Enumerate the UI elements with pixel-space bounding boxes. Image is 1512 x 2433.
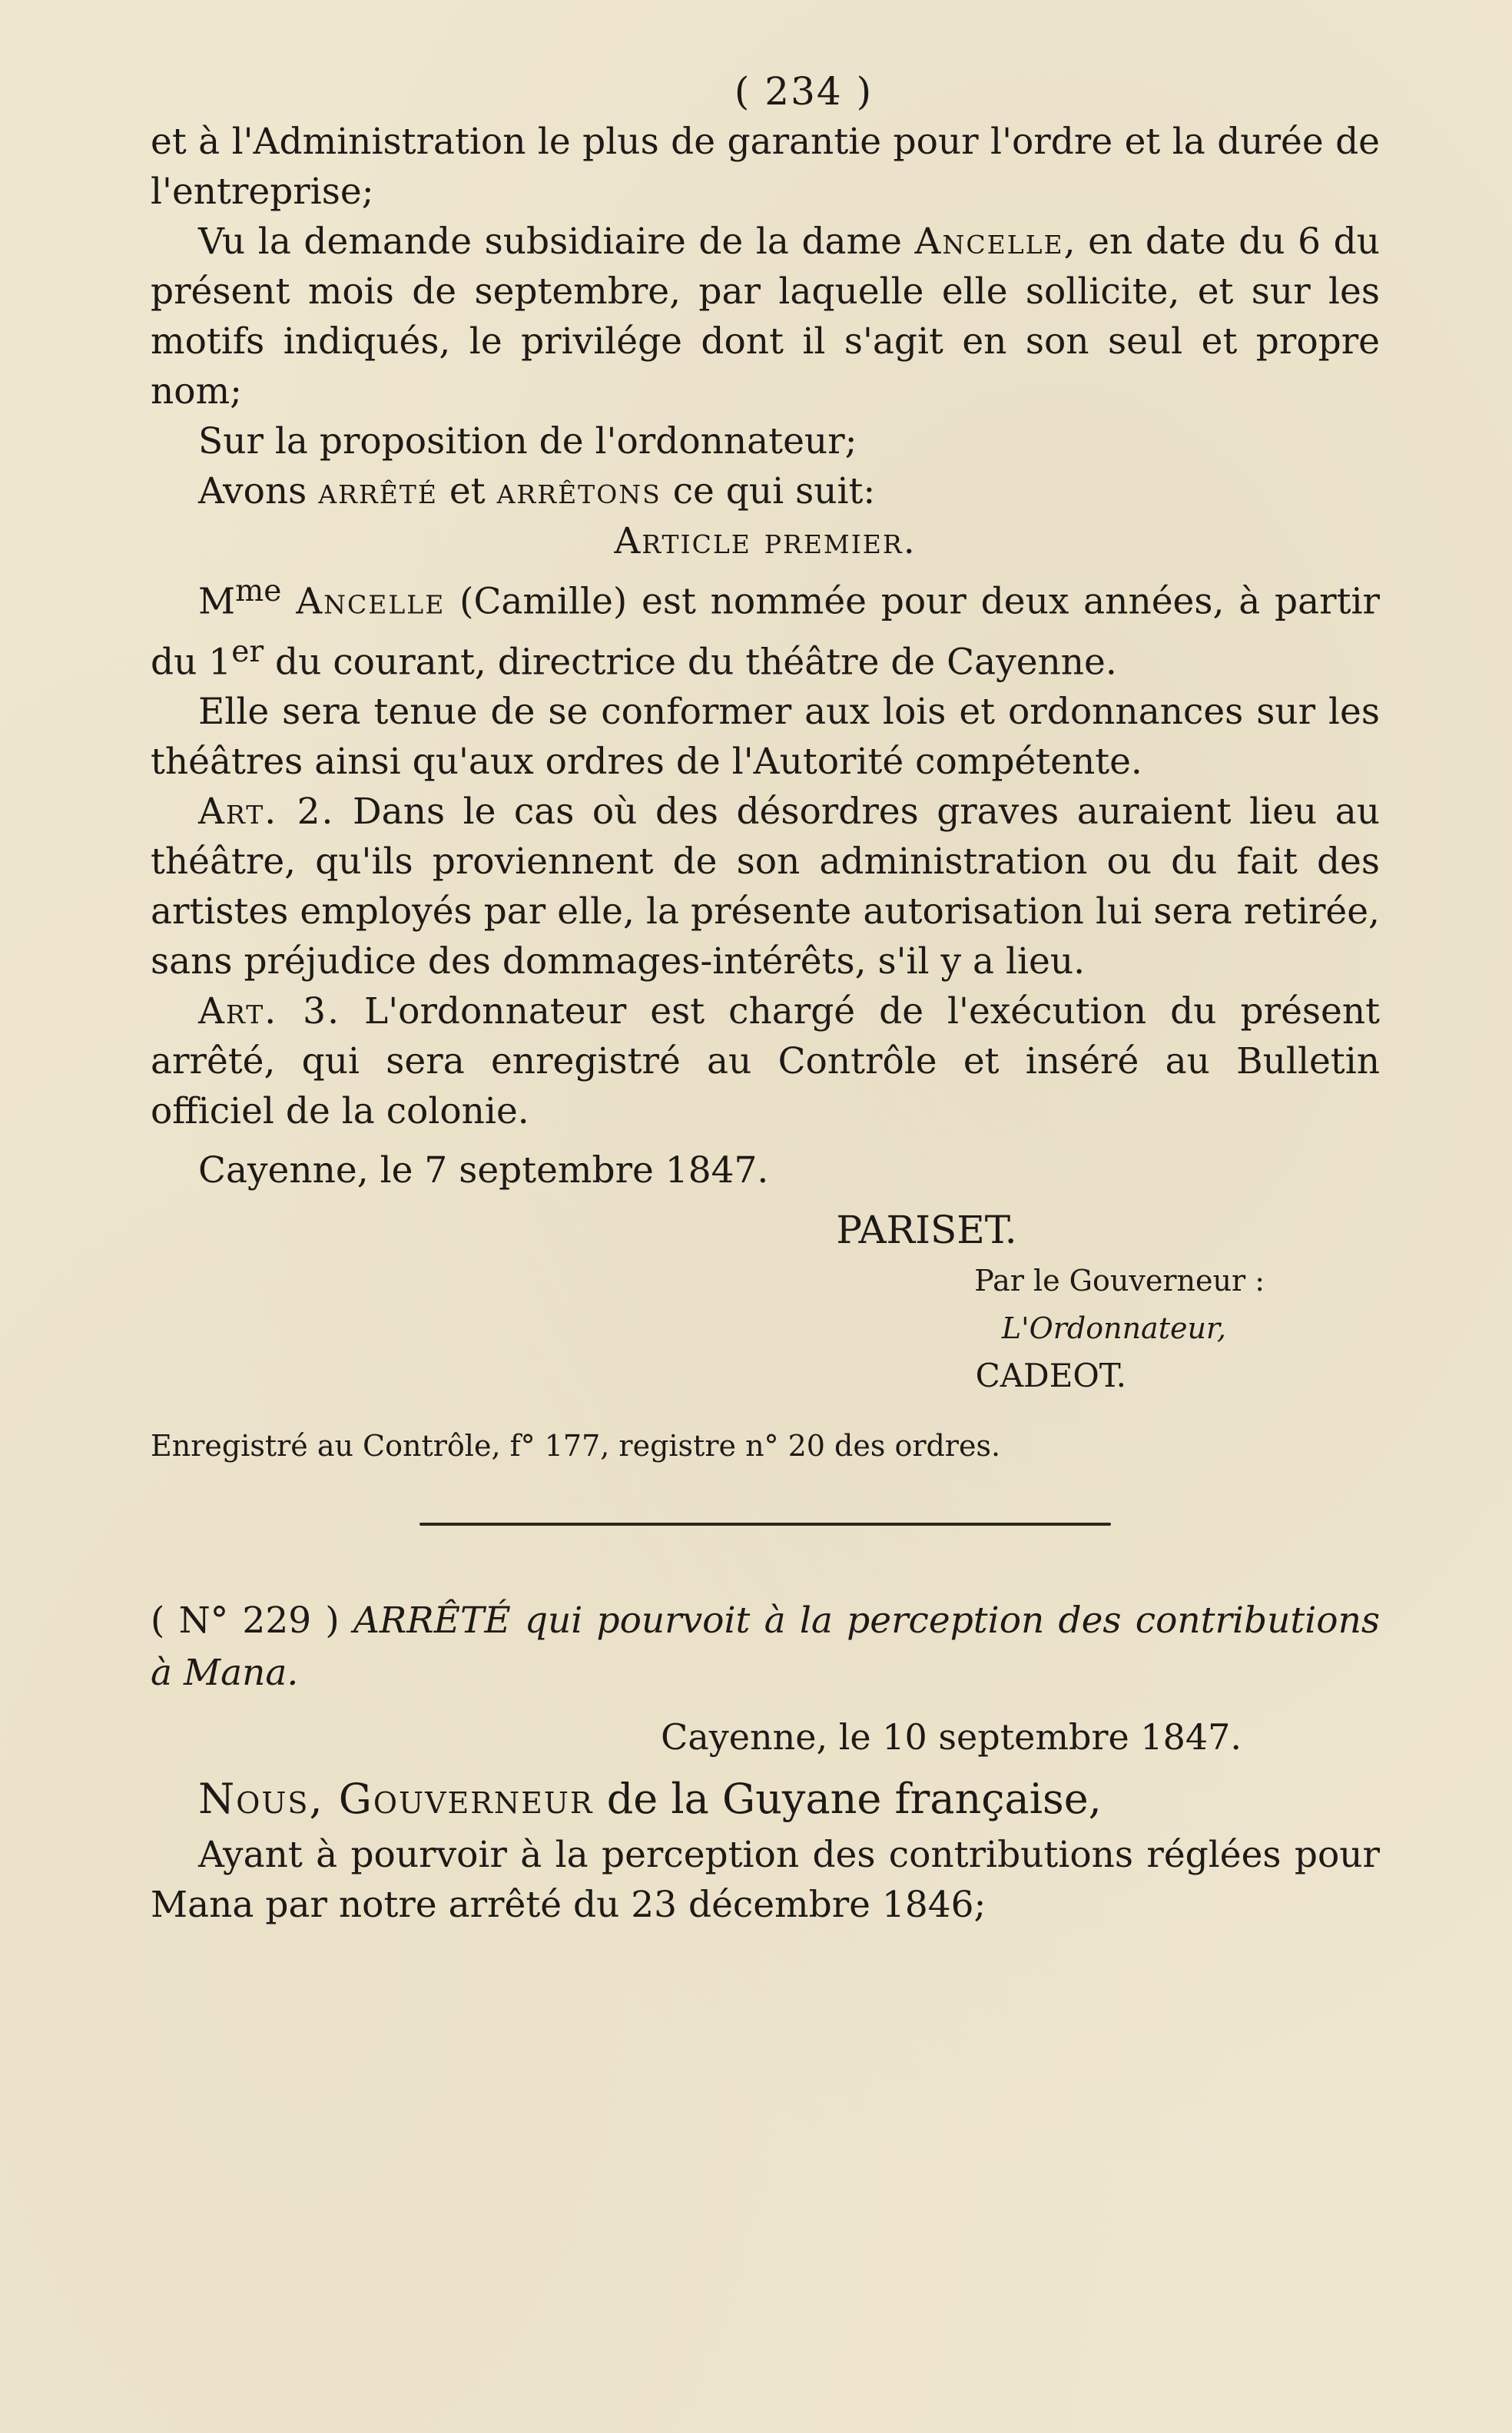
paragraph-avons [151, 466, 1380, 516]
article-3-label: Art. 3. [198, 990, 341, 1033]
text-avons: Avons [198, 470, 307, 512]
text-suit: ce qui suit: [672, 470, 876, 512]
article-title: Article premier. [614, 520, 917, 562]
article-3-text: L'ordonnateur est chargé de l'exécution du présent arrêté, qui sera enregistré au Contrôle et inséré au Bulletin officiel de la colonie. [151, 990, 1380, 1133]
paragraph-nous [151, 1768, 1380, 1830]
l-ordonnateur: L'Ordonnateur, [1001, 1311, 1226, 1346]
paragraph-demande [151, 217, 1380, 416]
signature-cadeot: CADEOT. [975, 1357, 1126, 1395]
text-fragment: du courant, directrice du théâtre de Cayenne. [264, 641, 1117, 684]
text-m: M [198, 580, 236, 623]
paragraph-tenue: Elle sera tenue de se conformer aux lois et ordonnances sur les théâtres ainsi qu'aux ordres de l'Autorité compétente. [151, 691, 1380, 784]
nous-gouverneur: Nous, Gouverneur [198, 1775, 594, 1824]
article-1 [151, 566, 1380, 687]
page-number: ( 234 ) [734, 69, 874, 114]
text-fragment: (Camille) est nommée pour deux années, à partir du 1 [151, 580, 1380, 684]
paragraph-continuation: et à l'Administration le plus de garantie pour l'ordre et la durée de l'entreprise; [151, 121, 1380, 213]
signature-pariset: PARISET. [836, 1208, 1017, 1253]
name-ancelle-2: Ancelle [296, 580, 446, 623]
article-3 [151, 986, 1380, 1136]
text-sup-me: me [235, 574, 282, 608]
article-2 [151, 787, 1380, 986]
arrete-heading [151, 1595, 1380, 1699]
section-divider [419, 1523, 1111, 1526]
paragraph-proposition: Sur la proposition de l'ordonnateur; [198, 420, 857, 462]
arrete-number: ( N° 229 ) [151, 1599, 340, 1642]
paragraph-ayant: Ayant à pourvoir à la perception des contributions réglées pour Mana par notre arrêté du 23 décembre 1846; [151, 1834, 1380, 1927]
article-2-text: Dans le cas où des désordres graves auraient lieu au théâtre, qu'ils proviennent de son administration ou du fait des artistes employés par elle, la présente autorisation lui sera retirée, sans préjudice des dommages-intérêts, s'il y a lieu. [151, 791, 1380, 983]
text-arrete: arrêté [318, 470, 438, 512]
text-sup-er: er [231, 634, 264, 669]
text-arretons: arrêtons [496, 470, 662, 512]
name-ancelle: Ancelle [914, 220, 1064, 263]
text-fragment: , en date du 6 du présent mois de septembre, par laquelle elle sollicite, et sur les motifs indiqués, le privilége dont il s'agit en son seul et propre nom; [151, 220, 1380, 413]
document-page [151, 69, 1380, 1930]
text-et: et [449, 470, 486, 512]
arrete-title: ARRÊTÉ qui pourvoit à la perception des contributions à Mana. [151, 1599, 1380, 1695]
date-signature-1: Cayenne, le 7 septembre 1847. [198, 1149, 769, 1192]
enregistre-note: Enregistré au Contrôle, f° 177, registre n° 20 des ordres. [151, 1429, 1001, 1463]
nous-rest: de la Guyane française, [593, 1775, 1102, 1824]
date-signature-2: Cayenne, le 10 septembre 1847. [661, 1716, 1242, 1758]
par-le-gouverneur: Par le Gouverneur : [974, 1264, 1265, 1298]
text-fragment: Vu la demande subsidiaire de la dame [198, 220, 915, 263]
article-2-label: Art. 2. [198, 791, 335, 834]
